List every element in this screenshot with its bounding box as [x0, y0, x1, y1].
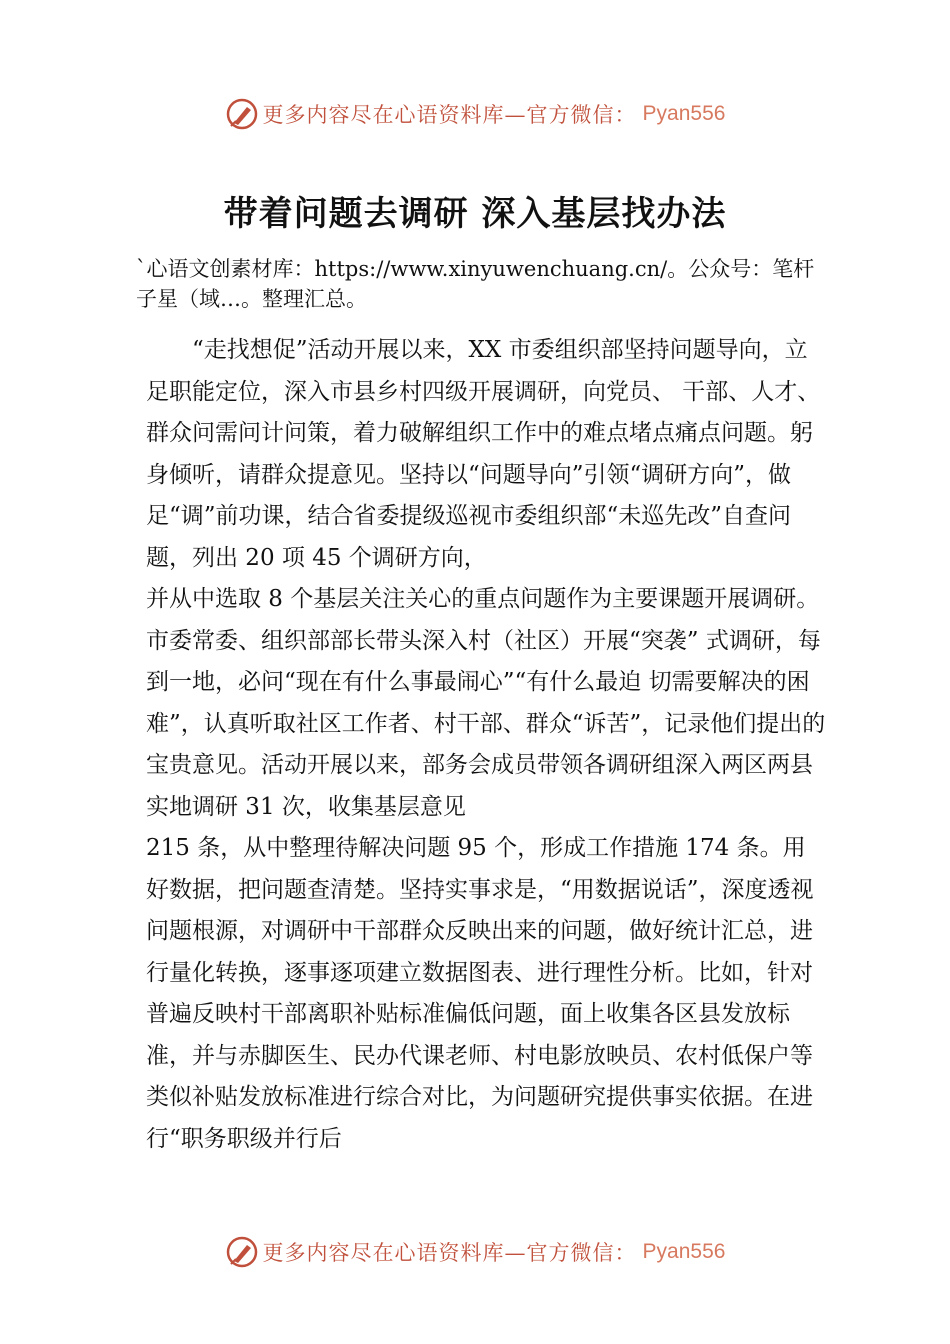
- document-body: [146, 330, 826, 1160]
- banner-text: 更多内容尽在心语资料库—官方微信：: [262, 1241, 637, 1265]
- document-title: 带着问题去调研 深入基层找办法: [223, 194, 727, 234]
- paragraph: “走找想促”活动开展以来，XX 市委组织部坚持问题导向，立足职能定位，深入市县乡村四级开展调研，向党员、 干部、人才、群众问需问计问策，着力破解组织工作中的难点堵点痛点问题。躬身倾听，请群众提意见。坚持以“问题导向”引领“调研方向”，做足“调”前功课，结合省委提级巡视市委组织部“未巡先改”自查问题，列出 20 项 45 个调研方向，: [146, 337, 821, 571]
- wechat-id: Pyan556: [642, 102, 726, 125]
- paragraph: 并从中选取 8 个基层关注关心的重点问题作为主要课题开展调研。市委常委、组织部部长带头深入村（社区）开展“突袭” 式调研，每到一地，必问“现在有什么事最闹心”“有什么最迫 切需要解决的困难”，认真听取社区工作者、村干部、群众“诉苦”，记录他们提出的宝贵意见。活动开展以来，部务会成员带领各调研组深入两区两县实地调研 31 次，收集基层意见: [146, 586, 826, 820]
- wechat-id: Pyan556: [642, 1240, 726, 1263]
- banner-text: 更多内容尽在心语资料库—官方微信：: [262, 103, 637, 127]
- source-line: `心语文创素材库：https://www.xinyuwenchuang.cn/。公众号：笔杆子星（域…。整理汇总。: [136, 257, 815, 311]
- pen-nib-icon: [225, 97, 259, 131]
- header-banner: [0, 94, 950, 134]
- paragraph: 215 条，从中整理待解决问题 95 个，形成工作措施 174 条。用好数据，把问题查清楚。坚持实事求是，“用数据说话”，深度透视问题根源，对调研中干部群众反映出来的问题，做好统计汇总，进行量化转换，逐事逐项建立数据图表、进行理性分析。比如，针对普遍反映村干部离职补贴标准偏低问题，面上收集各区县发放标准，并与赤脚医生、民办代课老师、村电影放映员、农村低保户等类似补贴发放标准进行综合对比，为问题研究提供事实依据。在进行“职务职级并行后: [146, 835, 814, 1152]
- footer-banner: [0, 1232, 950, 1272]
- pen-nib-icon: [225, 1235, 259, 1269]
